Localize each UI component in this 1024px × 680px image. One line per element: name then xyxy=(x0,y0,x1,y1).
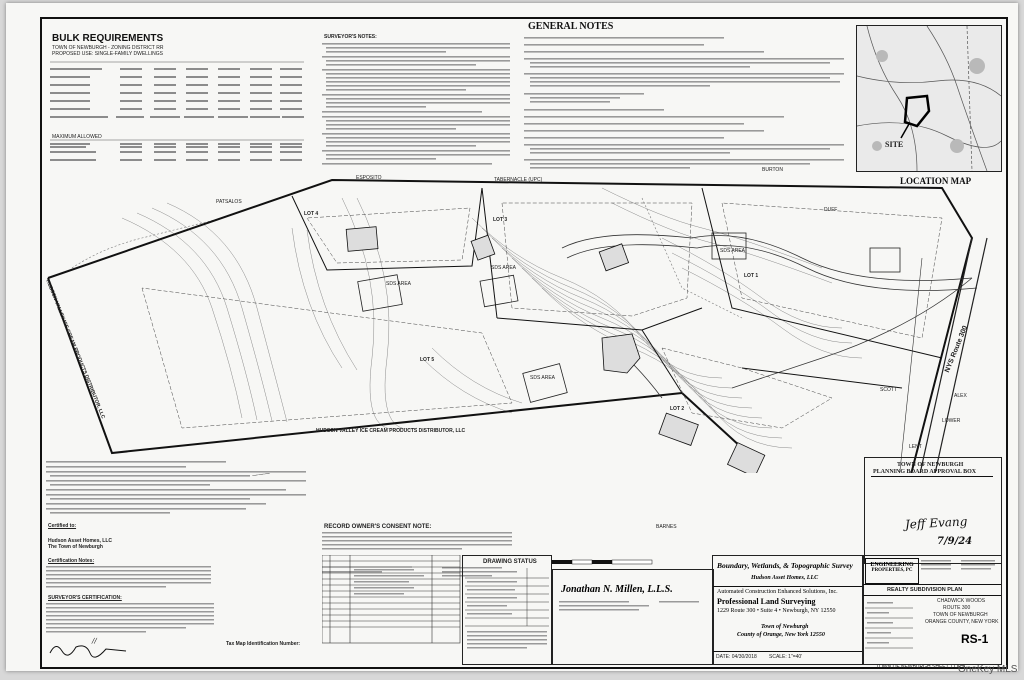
survey-title: Boundary, Wetlands, & Topographic Survey xyxy=(717,561,853,570)
neighbor-name: BURTON xyxy=(762,167,783,173)
lot2-label: LOT 2 xyxy=(670,406,685,412)
drawing-status-box xyxy=(462,555,552,665)
surveyor-block xyxy=(552,569,714,665)
project-title: REALTY SUBDIVISION PLAN xyxy=(887,587,963,593)
tax-map-notes xyxy=(46,459,316,519)
certified-to-2: The Town of Newburgh xyxy=(48,544,103,550)
firm-service: Professional Land Surveying xyxy=(717,597,816,606)
site-label: SITE xyxy=(885,140,904,149)
surveyor-certification-text xyxy=(46,602,218,636)
handwritten-note: ——— xyxy=(251,469,271,480)
certified-to-1: Hudson Asset Homes, LLC xyxy=(48,538,112,544)
neighbor-name: SCOTT xyxy=(880,387,897,393)
neighbor-name: TABERNACLE (UPC) xyxy=(494,177,543,183)
bulk-max-label: MAXIMUM ALLOWED xyxy=(52,134,102,140)
certification-notes-title: Certification Notes: xyxy=(48,558,95,564)
sds-area-label: SDS AREA xyxy=(530,375,556,381)
sheet-of-label: TOWN OF NEWBURGH SHEET 1 OF 8 xyxy=(876,664,966,670)
watermark: OneKey MLS xyxy=(958,664,1018,675)
bulk-requirements-title: BULK REQUIREMENTS xyxy=(52,33,164,44)
certification-notes-text xyxy=(46,565,216,595)
surveyor-notes-text xyxy=(322,41,514,169)
location-map xyxy=(856,25,1002,172)
sds-area-label: SDS AREA xyxy=(386,281,412,287)
project-route: ROUTE 300 xyxy=(943,605,971,611)
surveyor-name: Jonathan N. Millen, L.L.S. xyxy=(561,584,673,595)
project-town: TOWN OF NEWBURGH xyxy=(933,612,988,618)
firm-address: 1229 Route 300 • Suite 4 • Newburgh, NY 12550 xyxy=(717,608,836,614)
title-block xyxy=(712,555,864,665)
planning-board-box xyxy=(864,457,1002,564)
revision-table xyxy=(322,555,462,655)
neighbor-south-label: HUDSON VALLEY ICE CREAM PRODUCTS DISTRIBUTOR, LLC xyxy=(316,428,466,434)
survey-date: DATE: 04/30/2018 xyxy=(716,654,757,660)
bulk-use: PROPOSED USE: SINGLE-FAMILY DWELLINGS xyxy=(52,51,163,57)
survey-client: Hudson Asset Homes, LLC xyxy=(751,575,819,581)
certified-to-title: Certified to: xyxy=(48,523,77,529)
neighbor-name: LENT xyxy=(909,444,922,450)
engineering-logo: ENGINEERING PROPERTIES, PC xyxy=(865,558,919,584)
planning-board-line2: PLANNING BOARD APPROVAL BOX xyxy=(873,469,977,475)
location-map-title: LOCATION MAP xyxy=(900,176,972,186)
survey-town: Town of Newburgh xyxy=(761,624,809,630)
surveyor-certification-title: SURVEYOR'S CERTIFICATION: xyxy=(48,595,122,601)
lot3-label: LOT 3 xyxy=(493,217,508,223)
drawing-status-title: DRAWING STATUS xyxy=(483,559,537,565)
survey-sheet xyxy=(6,3,1018,671)
approval-date: 7/9/24 xyxy=(937,536,973,547)
neighbor-west-label: HUDSON VALLEY ICE CREAM PRODUCTS DISTRIBUTOR, LLC xyxy=(44,279,106,420)
survey-county: County of Orange, New York 12550 xyxy=(737,632,825,638)
bulk-district: TOWN OF NEWBURGH - ZONING DISTRICT RR xyxy=(52,45,164,51)
sds-area-label: SDS AREA xyxy=(491,265,517,271)
site-plan-drawing xyxy=(42,158,1004,473)
approval-signature: Jeff Evang xyxy=(904,514,968,532)
lot5-label: LOT 5 xyxy=(420,357,435,363)
planning-board-line1: TOWN OF NEWBURGH xyxy=(897,462,964,468)
firm-name: Automated Construction Enhanced Solutions, Inc. xyxy=(717,589,838,595)
sds-area-label: SDS AREA xyxy=(720,248,746,254)
sheet-number: RS-1 xyxy=(961,632,989,646)
neighbor-name: BARNES xyxy=(656,524,677,530)
neighbor-name: PATSALOS xyxy=(216,199,242,205)
project-name: CHADWICK WOODS xyxy=(937,598,986,604)
neighbor-name: ALEX xyxy=(954,393,967,399)
scale-bar xyxy=(552,556,662,570)
project-county: ORANGE COUNTY, NEW YORK xyxy=(925,619,999,625)
neighbor-name: LOWER xyxy=(942,418,961,424)
record-owner-title: RECORD OWNER'S CONSENT NOTE: xyxy=(324,524,432,530)
location-map-graphic xyxy=(857,26,1001,171)
lot1-label: LOT 1 xyxy=(744,273,759,279)
survey-scale: SCALE: 1"=40' xyxy=(769,654,803,660)
general-notes-title: GENERAL NOTES xyxy=(528,21,614,32)
route-label: NYS Route 300 xyxy=(944,324,970,374)
project-block xyxy=(862,555,1002,665)
neighbor-name: DUFF xyxy=(824,207,838,213)
surveyor-notes-title: SURVEYOR'S NOTES: xyxy=(324,34,377,40)
surveyor-sign-date: ∕∕ xyxy=(92,637,97,645)
neighbor-name: ESPOSITO xyxy=(356,175,382,181)
tax-map-label: Tax Map Identification Number: xyxy=(226,641,301,647)
lot4-label: LOT 4 xyxy=(304,211,319,217)
surveyor-signature xyxy=(46,637,136,661)
